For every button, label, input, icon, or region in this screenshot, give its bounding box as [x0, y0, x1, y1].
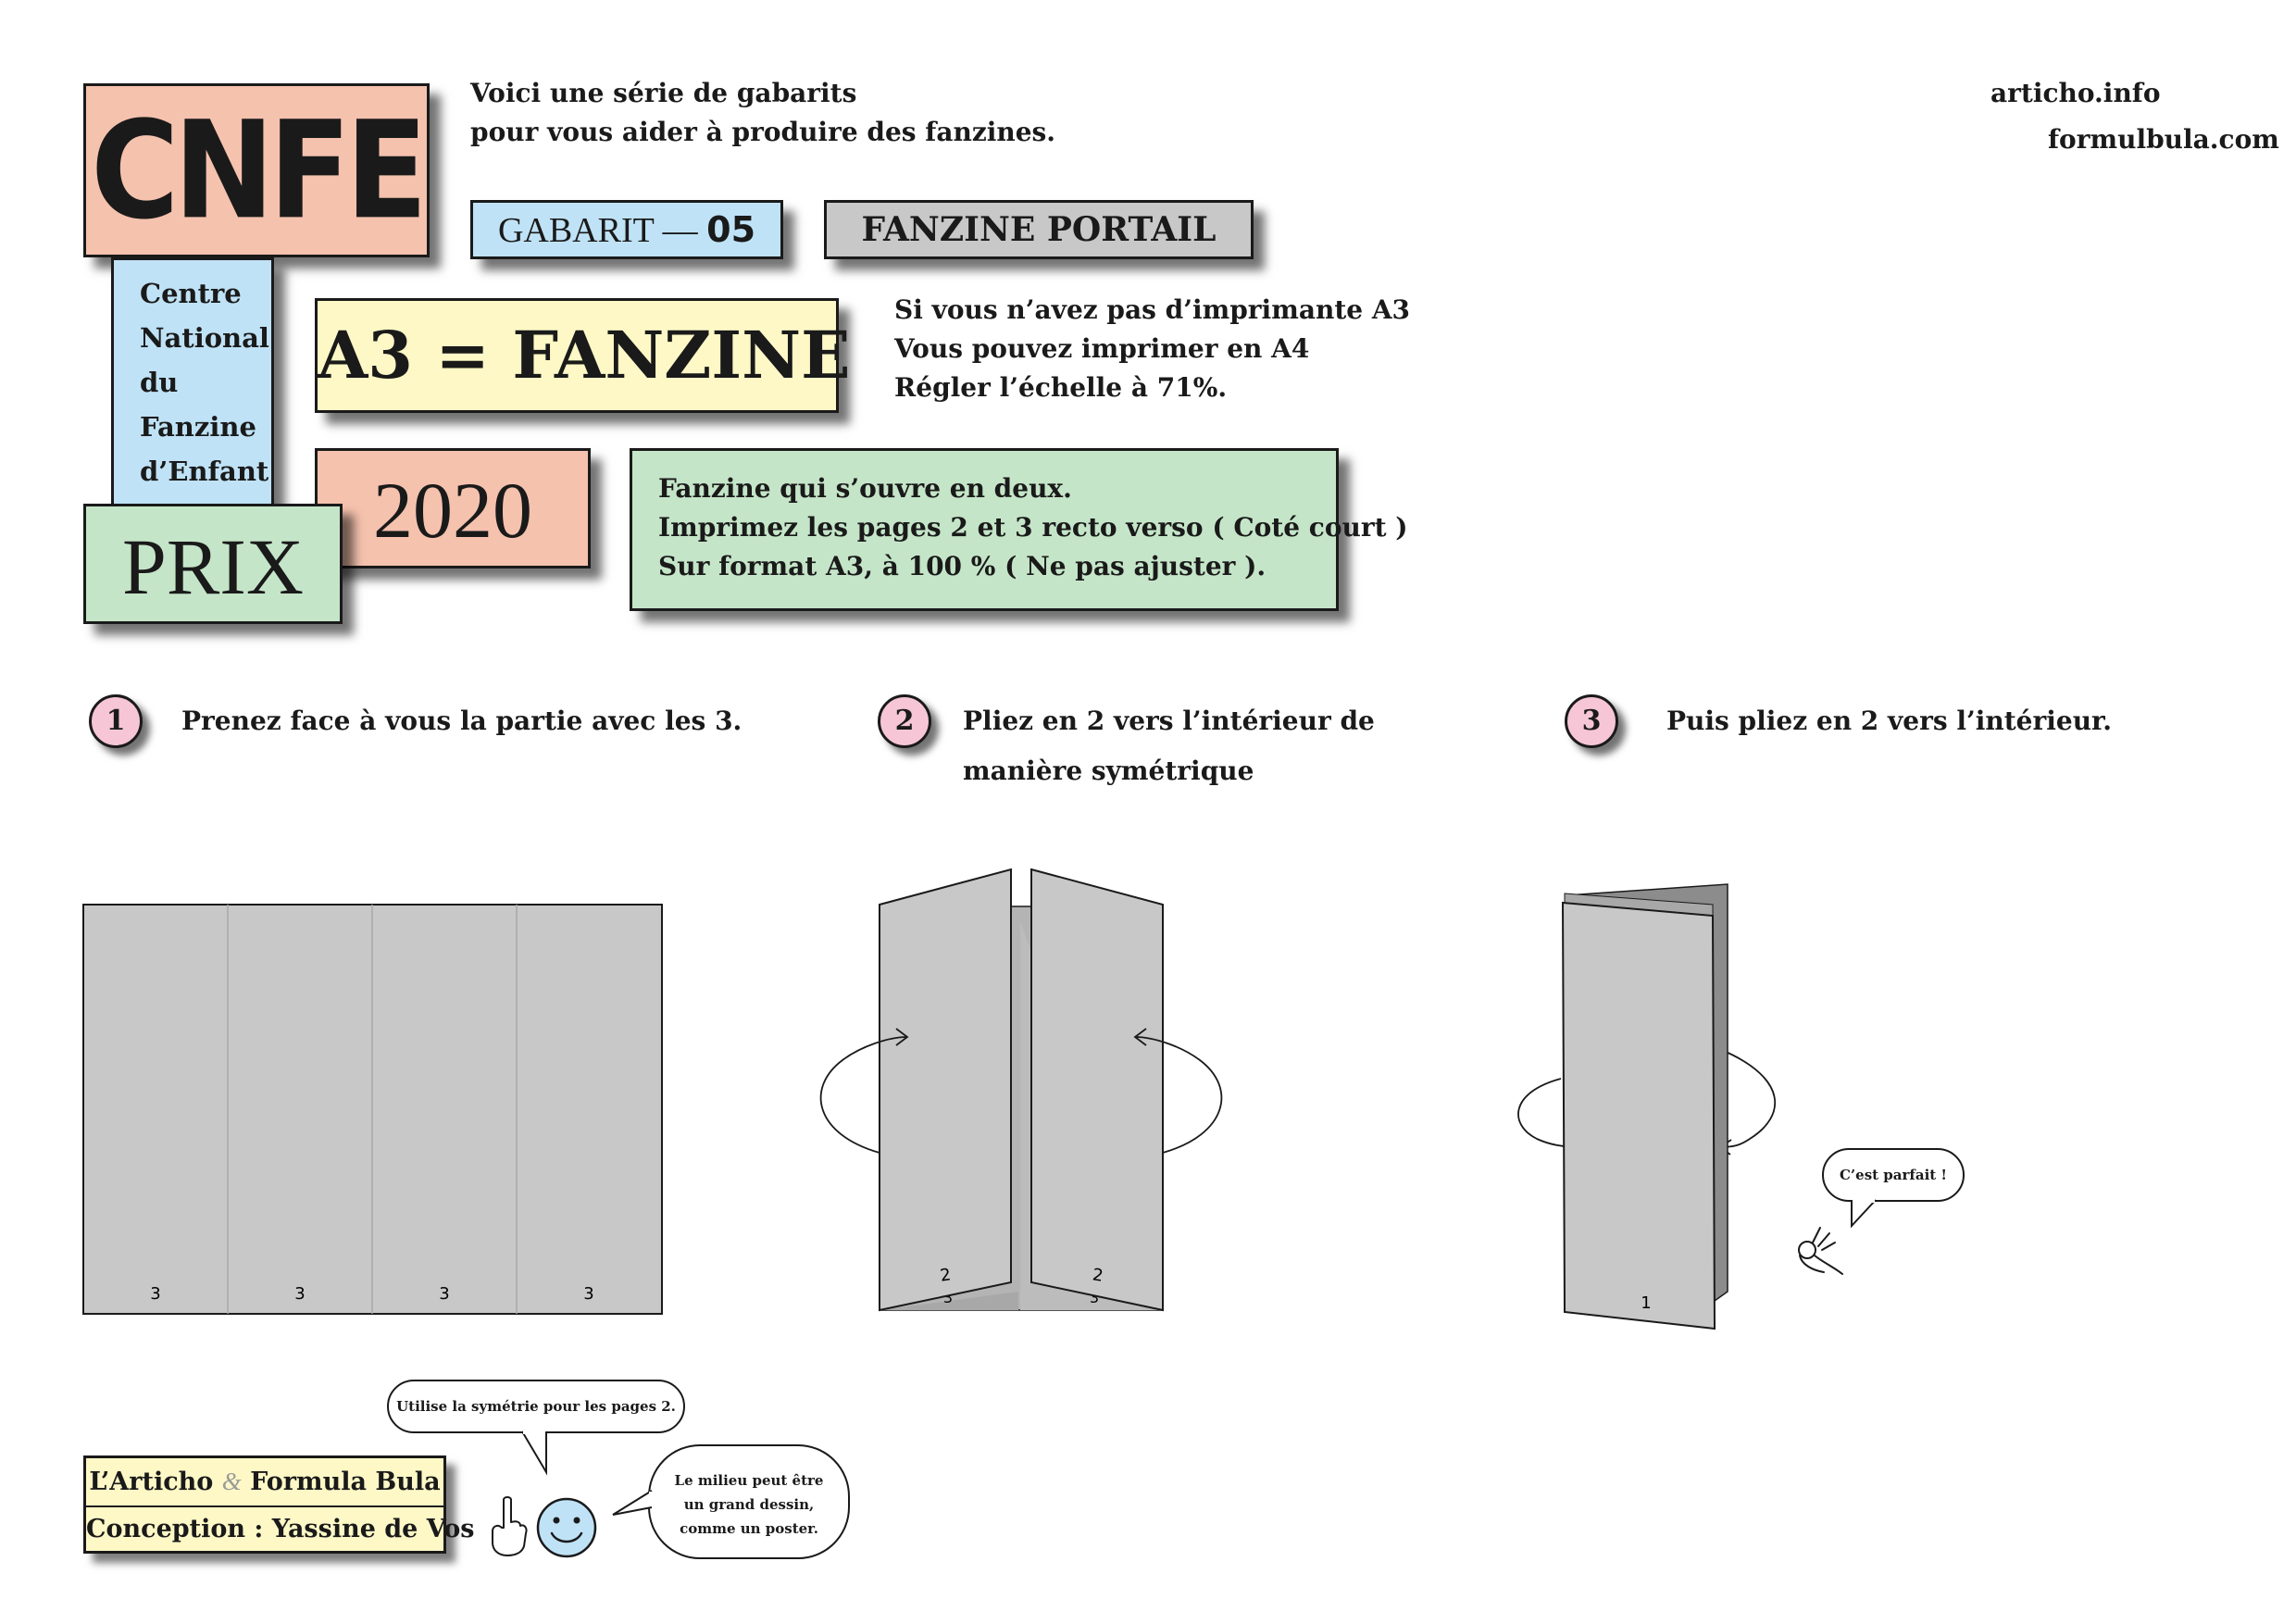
instruction-line: Sur format A3, à 100 % ( Ne pas ajuster ).	[658, 551, 1267, 581]
link-articho[interactable]: articho.info	[1990, 78, 2161, 108]
page-label: 2	[939, 1265, 953, 1286]
bubble-tail	[1848, 1198, 1885, 1235]
credits-conception: Conception : Yassine de Vos	[86, 1515, 475, 1543]
under-page-label: 3	[1089, 1289, 1100, 1306]
a4-note-line: Si vous n’avez pas d’imprimante A3	[894, 294, 1411, 325]
prix: PRIX	[122, 522, 304, 611]
panel-label: 3	[150, 1284, 161, 1304]
gabarit-number: 05	[706, 209, 756, 250]
step-text-3: Puis pliez en 2 vers l’intérieur.	[1666, 706, 2112, 736]
bubble-text: C’est parfait !	[1839, 1167, 1947, 1183]
bubble-text: Utilise la symétrie pour les pages 2.	[396, 1398, 676, 1415]
prix-box	[83, 504, 343, 624]
figure-gate-fold	[815, 856, 1222, 1319]
ok-hand-icon	[1787, 1222, 1852, 1287]
cnfe-name-line: Fanzine	[140, 411, 256, 443]
year: 2020	[373, 466, 532, 555]
cnfe-name-line: National	[140, 322, 269, 354]
under-page-label: 3	[942, 1289, 954, 1306]
credits-formulabula: Formula Bula	[241, 1468, 441, 1496]
gabarit-label: GABARIT —	[497, 211, 707, 250]
bubble-tail	[518, 1430, 555, 1476]
headline-box	[315, 298, 851, 413]
cnfe-name-box	[111, 257, 274, 507]
step-badge-3: 3	[1565, 694, 1618, 748]
cnfe-name-line: Centre	[140, 278, 242, 309]
link-formulbula[interactable]: formulbula.com	[2048, 124, 2279, 155]
instruction-line: Fanzine qui s’ouvre en deux.	[658, 473, 1072, 504]
bubble-text: Le milieu peut être un grand dessin, comme un poster.	[674, 1472, 824, 1537]
type-label-box	[824, 200, 1254, 259]
cnfe-logo-box	[83, 83, 430, 257]
step-badge-1: 1	[89, 694, 143, 748]
page-label: 1	[1641, 1293, 1652, 1313]
a4-note-line: Vous pouvez imprimer en A4	[894, 333, 1310, 364]
step-text-2: Pliez en 2 vers l’intérieur de manière symétrique	[963, 706, 1375, 786]
speech-bubble-parfait	[1822, 1148, 1965, 1202]
gabarit-box	[470, 200, 783, 259]
cnfe-name-line: du	[140, 367, 179, 398]
speech-bubble-symetrie	[387, 1380, 685, 1433]
bubble-tail	[611, 1487, 667, 1524]
panel-label: 3	[583, 1284, 594, 1304]
curved-arrow-icon	[1720, 1051, 1775, 1155]
pointing-hand-icon	[485, 1494, 531, 1559]
a4-note-line: Régler l’échelle à 71%.	[894, 372, 1228, 403]
figure-flat-sheet	[81, 903, 665, 1319]
instruction-line: Imprimez les pages 2 et 3 recto verso ( Coté court )	[658, 512, 1408, 543]
smiley-icon	[533, 1494, 600, 1561]
cnfe-logo: CNFE	[91, 91, 422, 250]
intro-line: pour vous aider à produire des fanzines.	[470, 117, 1056, 147]
cnfe-name-line: d’Enfant	[140, 456, 269, 487]
step-text-1: Prenez face à vous la partie avec les 3.	[181, 706, 742, 736]
intro-line: Voici une série de gabarits	[470, 78, 857, 108]
intro-text	[470, 74, 1055, 152]
figure-folded-booklet	[1518, 875, 1815, 1338]
year-box	[315, 448, 591, 568]
panel-label: 3	[439, 1284, 450, 1304]
speech-bubble-milieu	[648, 1444, 850, 1559]
step-badge-2: 2	[878, 694, 931, 748]
ampersand: &	[221, 1468, 242, 1495]
type-label: FANZINE PORTAIL	[861, 210, 1217, 249]
headline: A3 = FANZINE	[318, 317, 851, 394]
credits-box	[83, 1455, 475, 1554]
instructions-box	[630, 448, 1408, 611]
page-label: 2	[1091, 1265, 1104, 1286]
panel-label: 3	[294, 1284, 306, 1304]
a4-note	[894, 291, 1410, 407]
credits-articho: L’Articho	[89, 1468, 222, 1496]
